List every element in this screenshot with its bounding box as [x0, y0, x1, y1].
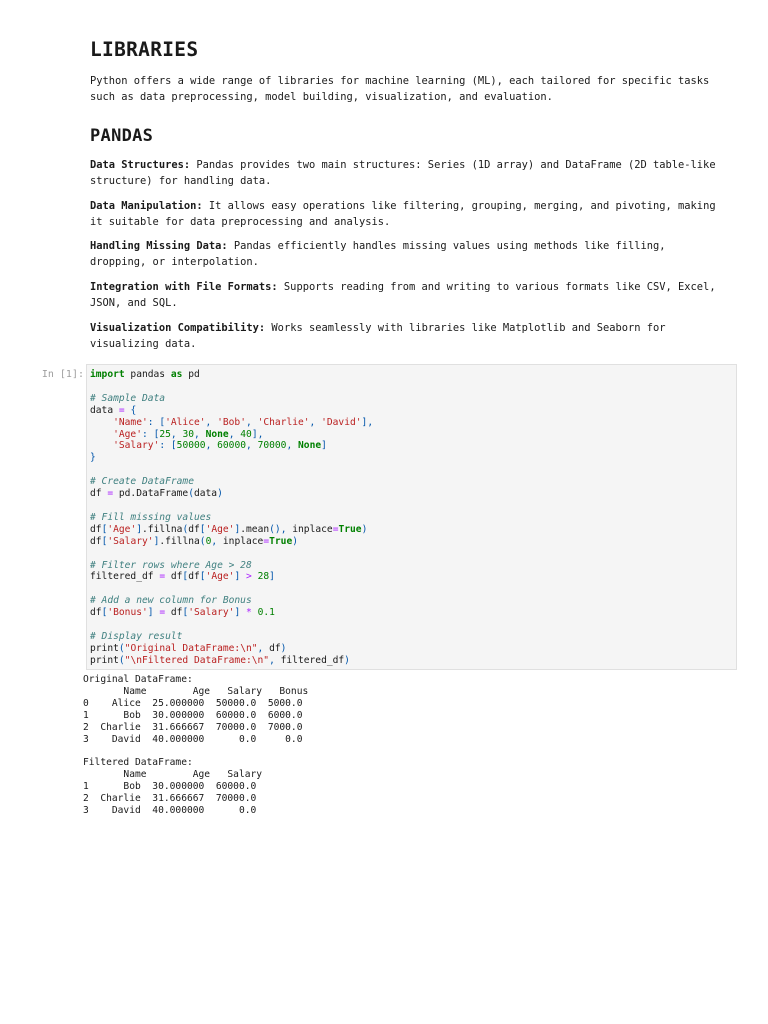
code-string: 'Age'	[205, 523, 235, 535]
code-punctuation: [	[182, 571, 189, 583]
code-operator: =	[118, 404, 125, 416]
code-line: df['Salary'].fillna(0, inplace=True)	[90, 535, 299, 547]
code-line: print("\nFiltered DataFrame:\n", filtered_df)	[90, 654, 350, 666]
code-punctuation: ,	[309, 416, 316, 428]
feature-text: Supports reading from and writing to various formats like CSV, Excel, JSON, and SQL.	[90, 281, 716, 309]
code-punctuation: ]	[136, 523, 143, 535]
code-string: 'Salary'	[113, 440, 160, 452]
code-line	[90, 452, 96, 463]
output-line: 3 David 40.000000 0.0 0.0	[83, 733, 303, 745]
feature-text: It allows easy operations like filtering, grouping, merging, and pivoting, making it suitable for data preprocessing and analysis.	[90, 200, 716, 228]
code-number: 70000	[257, 440, 287, 452]
code-punctuation: ,	[280, 523, 287, 535]
feature-text: Pandas efficiently handles missing values using methods like filling, dropping, or interpolation.	[90, 240, 666, 268]
code-operator: >	[246, 571, 252, 583]
output-line: 2 Charlie 31.666667 70000.0	[83, 793, 257, 805]
feature-label: Handling Missing Data:	[90, 240, 228, 252]
code-punctuation: (	[188, 488, 194, 500]
feature-label: Visualization Compatibility:	[90, 322, 266, 334]
code-operator: =	[263, 535, 270, 547]
feature-label: Integration with File Formats:	[90, 281, 278, 293]
code-punctuation: )	[274, 523, 281, 535]
code-number: 50000	[176, 440, 206, 452]
code-number: 30	[182, 428, 195, 440]
output-line: Original DataFrame:	[83, 674, 193, 685]
code-string: 'Bob'	[217, 416, 246, 428]
code-punctuation: (	[182, 523, 189, 535]
code-punctuation: ,	[205, 440, 212, 452]
code-punctuation: ,	[367, 416, 374, 428]
code-punctuation: ]	[234, 607, 241, 619]
code-punctuation: ]	[147, 607, 154, 619]
code-string: 'Alice'	[165, 416, 206, 428]
code-line: import pandas as pd	[90, 369, 200, 380]
code-operator: =	[332, 523, 339, 535]
code-string: "Original DataFrame:\n"	[124, 642, 258, 654]
code-punctuation: ]	[234, 571, 241, 583]
code-punctuation: ,	[257, 642, 264, 654]
code-punctuation: {	[130, 404, 137, 416]
code-keyword: as	[170, 369, 183, 380]
code-string: 'David'	[321, 416, 362, 428]
code-punctuation: ,	[246, 440, 252, 452]
code-string: 'Age'	[113, 428, 142, 440]
code-punctuation: }	[90, 452, 96, 464]
code-cell[interactable]	[86, 364, 737, 670]
code-number: 60000	[217, 440, 247, 452]
code-punctuation: ,	[286, 440, 293, 452]
code-line: df['Bonus'] = df['Salary'] * 0.1	[90, 607, 275, 619]
code-punctuation: (	[199, 535, 206, 547]
output-line: 2 Charlie 31.666667 70000.0 7000.0	[83, 721, 303, 733]
code-punctuation: ,	[170, 428, 177, 440]
code-keyword: import	[90, 369, 125, 380]
feature-label: Data Structures:	[90, 159, 191, 171]
code-operator: =	[107, 488, 114, 500]
code-punctuation: [	[199, 571, 206, 583]
code-line	[90, 476, 194, 487]
code-number: 40	[240, 428, 252, 440]
code-punctuation: ]	[153, 535, 160, 547]
code-operator: *	[246, 607, 252, 619]
code-comment: # Add a new column for Bonus	[90, 595, 252, 607]
code-keyword: None	[205, 428, 229, 440]
code-comment: # Fill missing values	[90, 511, 212, 523]
code-line	[90, 595, 252, 606]
code-line: df['Age'].fillna(df['Age'].mean(), inplace=True)	[90, 523, 368, 535]
code-number: 28	[257, 571, 270, 583]
code-punctuation: ,	[246, 416, 252, 428]
code-line: data = {	[90, 404, 137, 416]
code-punctuation: ,	[228, 428, 235, 440]
code-punctuation: ,	[194, 428, 200, 440]
code-comment: # Filter rows where Age > 28	[90, 559, 252, 571]
code-line	[90, 512, 211, 523]
code-line	[90, 560, 252, 571]
code-punctuation: ,	[269, 654, 275, 666]
output-line: 1 Bob 30.000000 60000.0 6000.0	[83, 709, 303, 721]
code-line	[90, 417, 373, 428]
code-string: 'Salary'	[107, 535, 154, 547]
code-punctuation: [	[159, 416, 166, 428]
code-keyword: True	[338, 523, 362, 535]
code-number: 25	[159, 428, 171, 440]
code-number: 0.1	[257, 607, 275, 619]
code-punctuation: )	[361, 523, 368, 535]
feature-missing-data	[90, 238, 720, 270]
code-line	[90, 393, 165, 404]
output-line: Filtered DataFrame:	[83, 757, 193, 769]
code-punctuation: )	[292, 535, 299, 547]
code-editor[interactable]	[90, 369, 373, 667]
code-punctuation: [	[170, 440, 177, 452]
code-line	[90, 429, 263, 440]
code-comment: # Display result	[90, 630, 183, 642]
feature-data-manipulation	[90, 198, 720, 230]
feature-text: Pandas provides two main structures: Series (1D array) and DataFrame (2D table-like structure) for handling data.	[90, 159, 716, 187]
cell-prompt: In [1]:	[41, 369, 84, 380]
code-punctuation: ,	[211, 535, 218, 547]
code-keyword: True	[269, 535, 293, 547]
code-punctuation: ,	[257, 428, 264, 440]
page-title: LIBRARIES	[90, 38, 199, 61]
code-punctuation: :	[147, 416, 154, 428]
code-line: filtered_df = df[df['Age'] > 28]	[90, 571, 275, 583]
code-punctuation: (	[269, 523, 275, 535]
code-string: 'Salary'	[188, 607, 235, 619]
code-punctuation: ,	[205, 416, 212, 428]
output-line: 1 Bob 30.000000 60000.0	[83, 781, 257, 793]
code-punctuation: (	[118, 642, 125, 654]
code-number: 0	[205, 535, 212, 547]
code-punctuation: ]	[321, 440, 327, 452]
code-line	[90, 440, 327, 451]
code-comment: # Sample Data	[90, 392, 166, 404]
output-line: 3 David 40.000000 0.0	[83, 804, 257, 816]
code-string: 'Age'	[107, 523, 137, 535]
feature-data-structures	[90, 157, 720, 189]
code-keyword: None	[298, 440, 322, 452]
output-line: Name Age Salary Bonus	[83, 685, 309, 697]
code-string: 'Name'	[113, 416, 148, 428]
code-line: df = pd.DataFrame(data)	[90, 488, 223, 500]
code-punctuation: [	[182, 607, 189, 619]
code-line: print("Original DataFrame:\n", df)	[90, 642, 287, 654]
code-punctuation: (	[118, 654, 125, 666]
code-punctuation: [	[101, 523, 108, 535]
code-punctuation: ]	[269, 571, 275, 583]
code-punctuation: )	[217, 488, 223, 500]
code-punctuation: [	[101, 535, 108, 547]
output-line: 0 Alice 25.000000 50000.0 5000.0	[83, 697, 303, 709]
code-punctuation: [	[153, 428, 160, 440]
code-punctuation: [	[101, 607, 108, 619]
cell-output	[83, 674, 308, 817]
code-line	[90, 631, 182, 642]
feature-visualization	[90, 320, 720, 352]
code-string: 'Bonus'	[107, 607, 148, 619]
code-punctuation: ]	[361, 416, 368, 428]
code-punctuation: :	[159, 440, 166, 452]
feature-text: Works seamlessly with libraries like Matplotlib and Seaborn for visualizing data.	[90, 322, 666, 350]
code-punctuation: ]	[251, 428, 258, 440]
code-string: 'Age'	[205, 571, 235, 583]
code-comment: # Create DataFrame	[90, 476, 194, 488]
intro-paragraph: Python offers a wide range of libraries for machine learning (ML), each tailored for specific tasks such as data preprocessing, model building, visualization, and evaluation.	[90, 75, 710, 103]
feature-file-formats	[90, 279, 720, 311]
code-operator: =	[159, 571, 166, 583]
feature-label: Data Manipulation:	[90, 200, 203, 212]
code-punctuation: )	[344, 654, 350, 666]
code-punctuation: ]	[234, 523, 241, 535]
output-line: Name Age Salary	[83, 769, 263, 781]
section-title: PANDAS	[90, 126, 154, 146]
code-operator: =	[159, 607, 166, 619]
code-punctuation: :	[142, 428, 148, 440]
code-punctuation: )	[280, 642, 287, 654]
code-punctuation: [	[199, 523, 206, 535]
code-string: "\nFiltered DataFrame:\n"	[124, 654, 270, 666]
code-string: 'Charlie'	[257, 416, 310, 428]
